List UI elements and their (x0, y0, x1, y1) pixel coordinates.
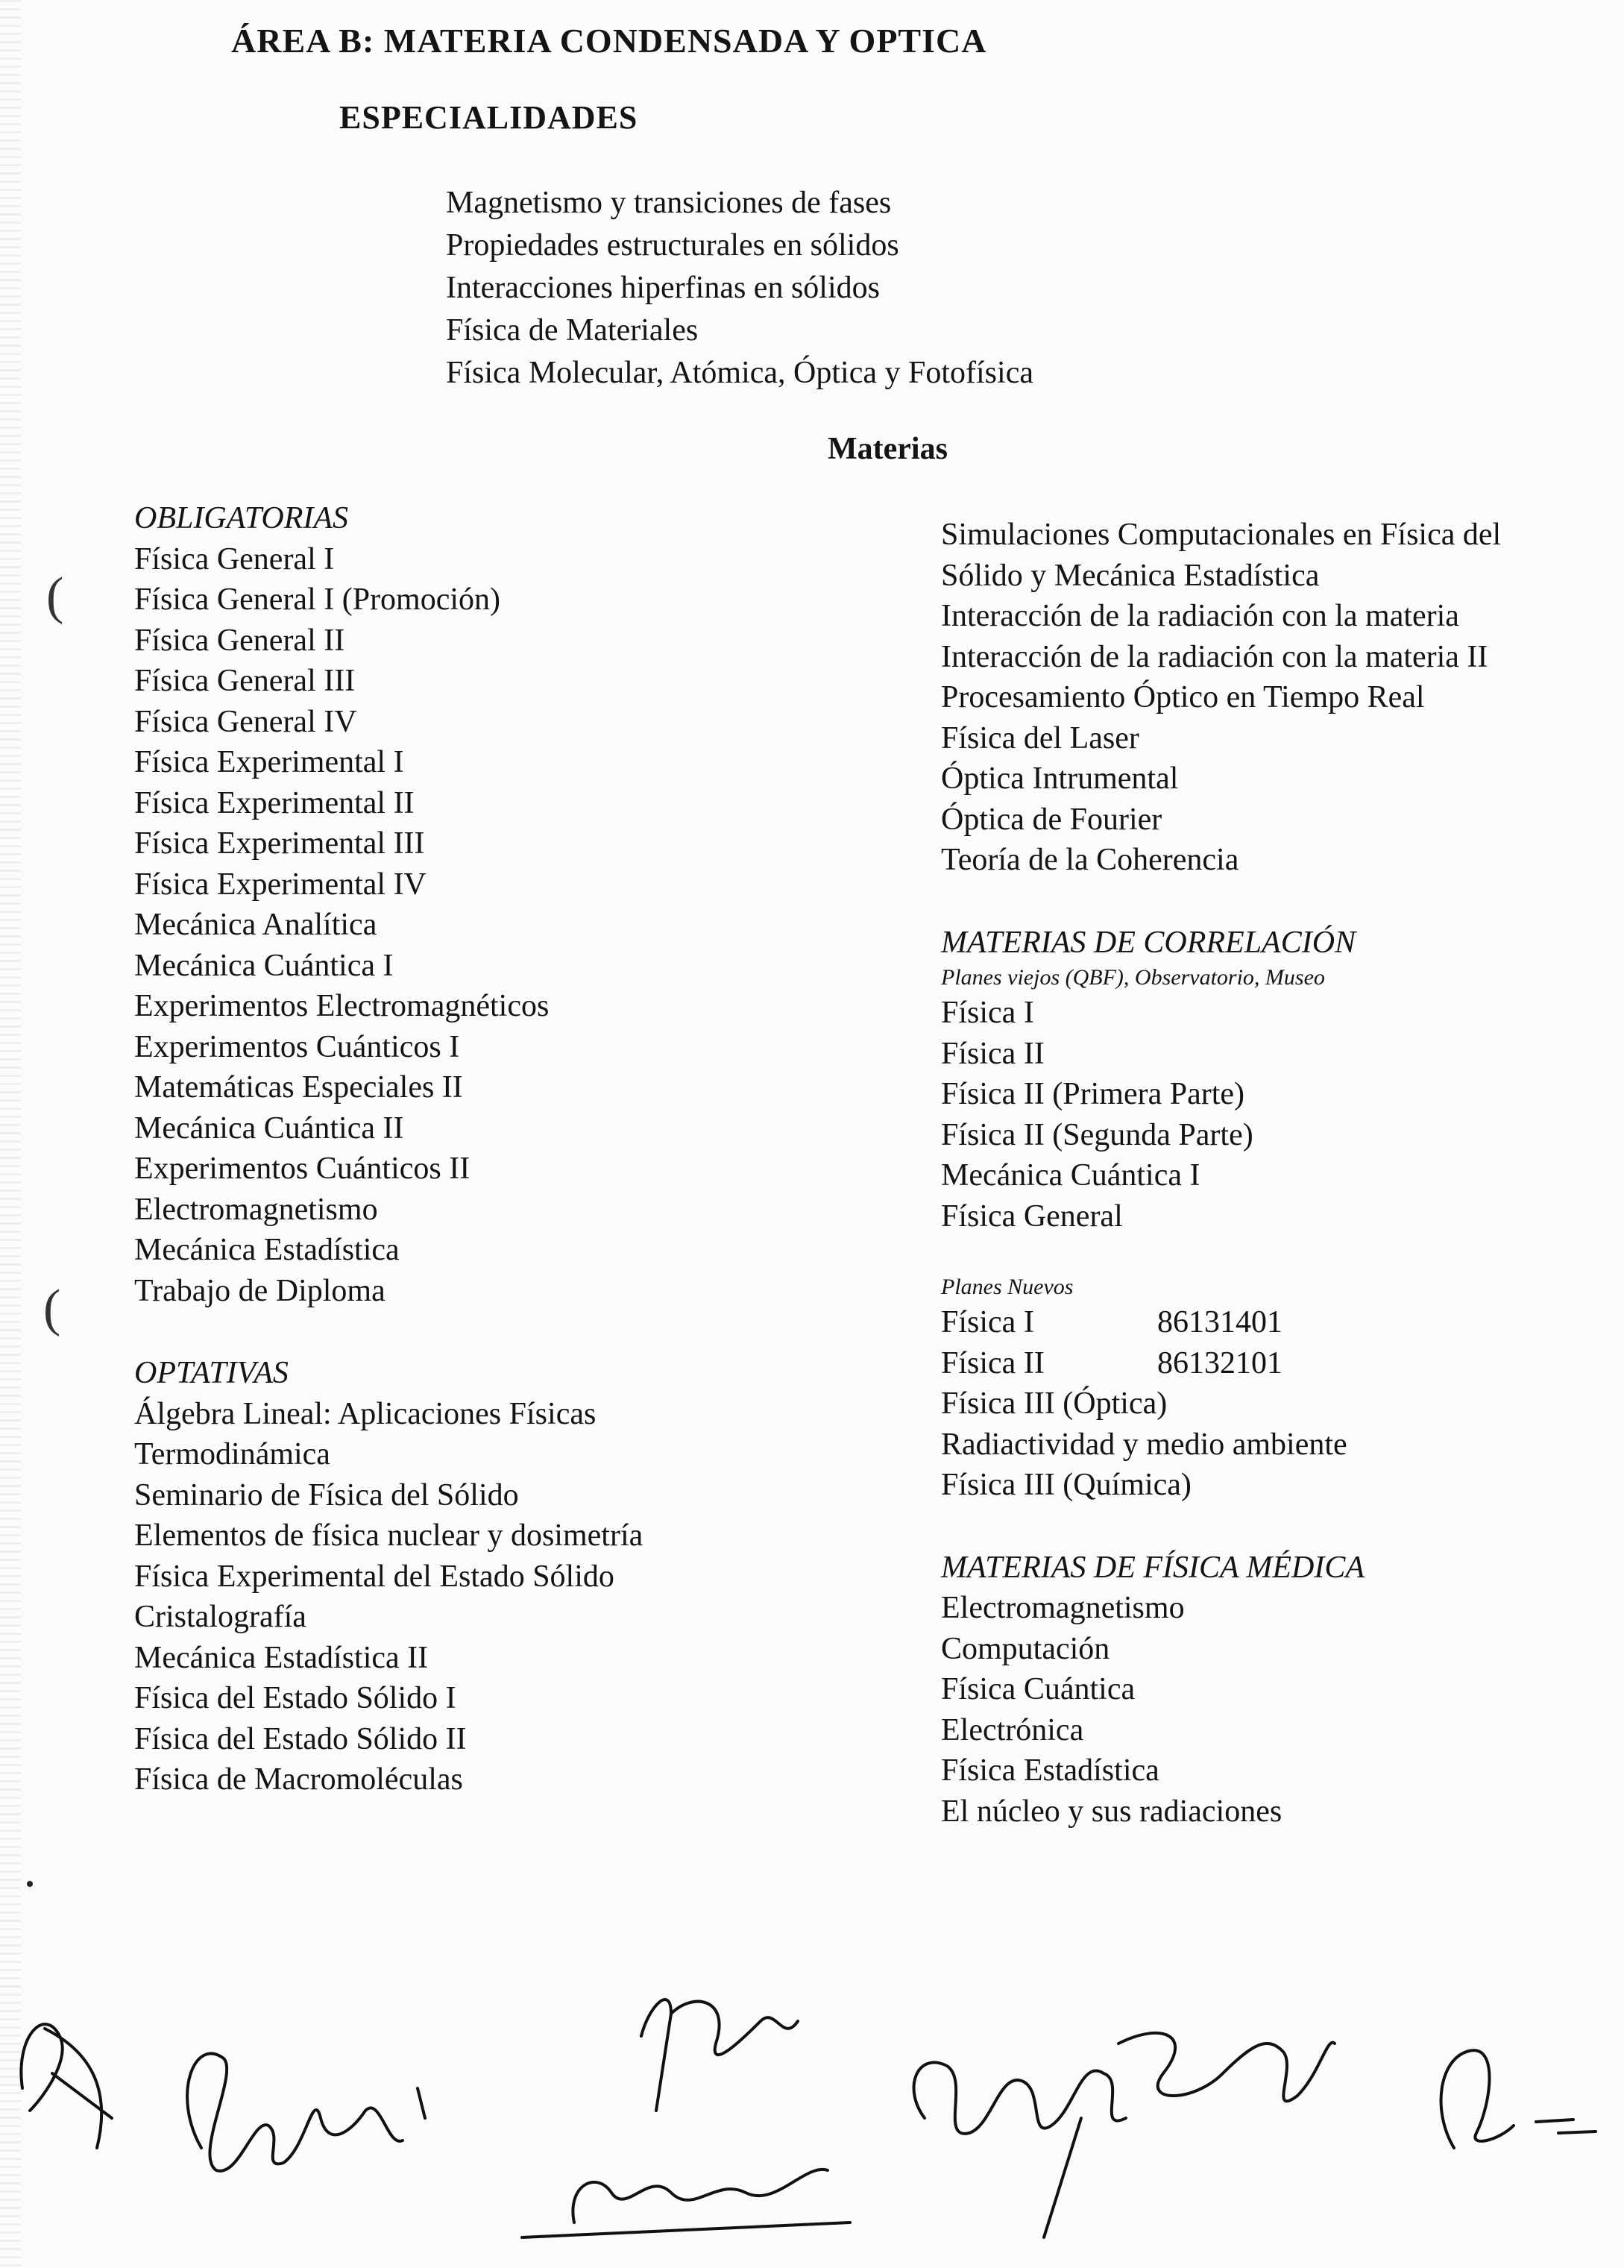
optativa-item: Termodinámica (134, 1437, 330, 1471)
fisica-medica-heading: MATERIAS DE FÍSICA MÉDICA (941, 1550, 1365, 1585)
optativa-item: Procesamiento Óptico en Tiempo Real (941, 680, 1425, 714)
optativa-item: Física del Laser (941, 720, 1139, 756)
signature-4 (914, 2033, 1335, 2237)
specialty-item: Física de Materiales (446, 313, 699, 348)
obligatoria-item: Mecánica Cuántica II (134, 1111, 404, 1146)
obligatoria-item: Física Experimental I (134, 745, 404, 779)
signature-1 (21, 2024, 112, 2148)
fisica-medica-item: Física Estadística (941, 1753, 1159, 1788)
scan-dot (27, 1881, 33, 1887)
right-column (941, 515, 1501, 1832)
specialty-item: Propiedades estructurales en sólidos (446, 228, 899, 263)
specialty-item: Interacciones hiperfinas en sólidos (446, 271, 880, 305)
obligatoria-item: Experimentos Electromagnéticos (134, 989, 550, 1023)
optativa-item: Teoría de la Coherencia (941, 843, 1239, 877)
correlacion-item: Física II (Primera Parte) (941, 1077, 1245, 1111)
course-name: Física I (941, 1305, 1034, 1339)
planes-nuevos-item: Física III (Química) (941, 1468, 1192, 1502)
optativa-item: Física de Macromoléculas (134, 1762, 463, 1797)
margin-bracket-mark: ( (46, 568, 64, 625)
optativa-item: Mecánica Estadística II (134, 1640, 429, 1675)
spacer (941, 1506, 1501, 1548)
planes-nuevos-item: Física III (Óptica) (941, 1386, 1168, 1421)
optativa-item: Óptica de Fourier (941, 802, 1162, 837)
optativa-item: Álgebra Lineal: Aplicaciones Físicas (134, 1396, 597, 1431)
spacer (941, 1237, 1501, 1272)
specialties-list (446, 182, 1033, 395)
obligatoria-item: Física General II (134, 623, 345, 658)
obligatoria-item: Física General IV (134, 704, 357, 739)
signature-2 (187, 2054, 425, 2171)
obligatoria-item: Física Experimental III (134, 826, 425, 861)
optativa-item: Física del Estado Sólido II (134, 1721, 467, 1756)
obligatoria-item: Mecánica Estadística (134, 1233, 400, 1267)
signatures-area (0, 1924, 1624, 2268)
obligatoria-item: Física General III (134, 664, 356, 698)
page-title: ÁREA B: MATERIA CONDENSADA Y OPTICA (231, 22, 987, 60)
obligatoria-item: Física General I (134, 541, 335, 577)
course-name: Física II (941, 1345, 1045, 1380)
optativa-item: Sólido y Mecánica Estadística (941, 558, 1320, 593)
obligatoria-item: Física Experimental II (134, 785, 415, 820)
fisica-medica-item: Física Cuántica (941, 1672, 1136, 1706)
optativa-item: Simulaciones Computacionales en Física del (941, 518, 1502, 552)
optativa-item: Seminario de Física del Sólido (134, 1477, 519, 1512)
optativa-item: Cristalografía (134, 1600, 306, 1634)
obligatoria-item: Electromagnetismo (134, 1192, 378, 1227)
optativa-item: Elementos de física nuclear y dosimetría (134, 1518, 643, 1553)
specialty-item: Física Molecular, Atómica, Óptica y Fotofísica (446, 356, 1033, 390)
materias-heading: Materias (828, 432, 948, 466)
margin-bracket-mark: ( (43, 1280, 61, 1337)
spacer (941, 881, 1501, 923)
specialty-item: Magnetismo y transiciones de fases (446, 186, 892, 220)
coded-course-row (941, 1343, 1501, 1384)
fisica-medica-item: Computación (941, 1631, 1110, 1666)
obligatorias-heading: OBLIGATORIAS (134, 501, 348, 535)
course-code: 86132101 (1157, 1345, 1282, 1380)
optativa-item: Óptica Intrumental (941, 761, 1179, 796)
signature-5 (1441, 2050, 1596, 2148)
optativa-item: Interacción de la radiación con la materia II (941, 639, 1488, 674)
obligatoria-item: Trabajo de Diploma (134, 1273, 385, 1308)
optativa-item: Interacción de la radiación con la materia (941, 599, 1459, 633)
obligatoria-item: Mecánica Cuántica I (134, 948, 394, 983)
correlacion-item: Física II (Segunda Parte) (941, 1117, 1253, 1152)
obligatoria-item: Mecánica Analítica (134, 908, 377, 942)
left-column (134, 498, 643, 1800)
section-title-especialidades: ESPECIALIDADES (339, 99, 638, 136)
correlacion-heading: MATERIAS DE CORRELACIÓN (941, 925, 1356, 960)
correlacion-item: Física II (941, 1036, 1045, 1071)
fisica-medica-item: Electrónica (941, 1712, 1084, 1747)
planes-nuevos-item: Radiactividad y medio ambiente (941, 1427, 1347, 1462)
correlacion-item: Física General (941, 1199, 1123, 1234)
correlacion-item: Física I (941, 996, 1034, 1030)
signature-3 (522, 2000, 850, 2237)
fisica-medica-item: El núcleo y sus radiaciones (941, 1794, 1282, 1829)
correlacion-subheading: Planes viejos (QBF), Observatorio, Museo (941, 965, 1325, 990)
course-code: 86131401 (1157, 1305, 1282, 1339)
obligatoria-item: Experimentos Cuánticos II (134, 1152, 470, 1186)
coded-course-row (941, 1302, 1501, 1343)
obligatoria-item: Física General I (Promoción) (134, 582, 501, 617)
obligatoria-item: Física Experimental IV (134, 867, 427, 902)
obligatoria-item: Experimentos Cuánticos I (134, 1029, 460, 1064)
optativas-heading: OPTATIVAS (134, 1356, 289, 1390)
fisica-medica-item: Electromagnetismo (941, 1591, 1185, 1625)
optativa-item: Física Experimental del Estado Sólido (134, 1559, 614, 1594)
obligatoria-item: Matemáticas Especiales II (134, 1070, 463, 1105)
optativa-item: Física del Estado Sólido I (134, 1681, 456, 1715)
spacer (134, 1311, 643, 1353)
planes-nuevos-heading: Planes Nuevos (941, 1275, 1074, 1299)
correlacion-item: Mecánica Cuántica I (941, 1158, 1200, 1193)
